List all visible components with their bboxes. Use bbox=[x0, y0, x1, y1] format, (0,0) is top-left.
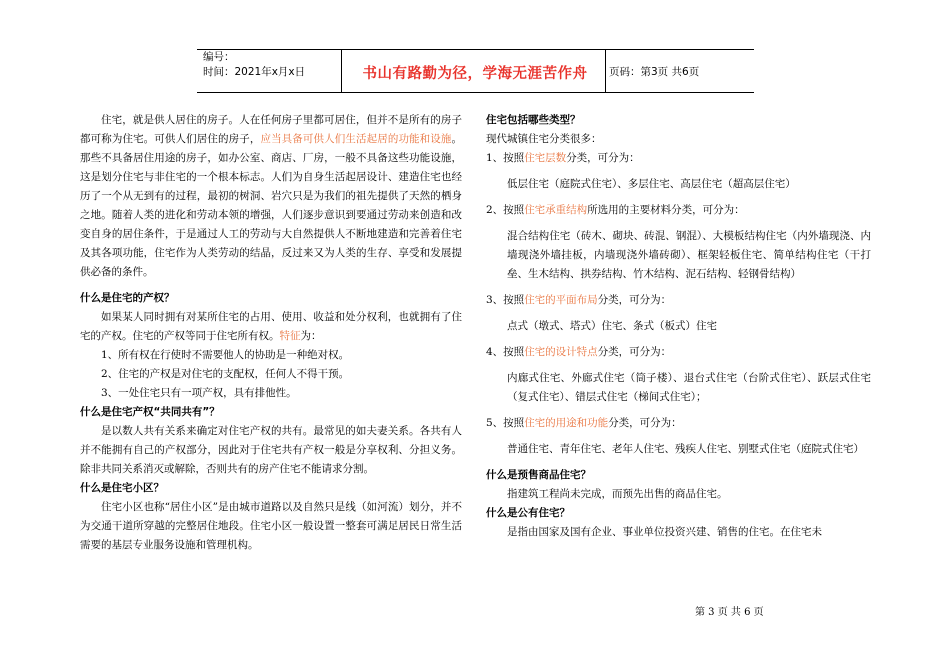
property-text: 如果某人同时拥有对某所住宅的占用、使用、收益和处分权利，也就拥有了住宅的产权。住宅的产权等同于住宅所有权。 bbox=[80, 311, 462, 342]
list-item: 3、一处住宅只有一项产权，具有排他性。 bbox=[101, 387, 297, 399]
category-detail: 点式（墩式、塔式）住宅、条式（板式）住宅 bbox=[507, 320, 717, 332]
presale-paragraph: 指建筑工程尚未完成，而预先出售的商品住宅。 bbox=[507, 488, 728, 500]
category-suffix: 分类，可分为： bbox=[597, 346, 672, 358]
header-meta bbox=[203, 50, 305, 80]
features-highlight: 特征 bbox=[279, 330, 301, 342]
category-prefix: 3、按照 bbox=[486, 294, 525, 306]
list-item: 1、所有权在行使时不需要他人的协助是一种绝对权。 bbox=[101, 349, 350, 361]
property-text-cont: 为： bbox=[300, 330, 322, 342]
category-suffix: 所选用的主要材料分类，可分为： bbox=[587, 204, 745, 216]
category-prefix: 1、按照 bbox=[486, 152, 525, 164]
left-column bbox=[80, 111, 462, 555]
intro-paragraph bbox=[80, 111, 462, 282]
header-motto: 书山有路勤为径，学海无涯苦作舟 bbox=[362, 66, 588, 82]
category-prefix: 2、按照 bbox=[486, 204, 525, 216]
page-footer: 第 3 页 共 6 页 bbox=[695, 607, 764, 618]
heading-public-housing: 什么是公有住宅？ bbox=[486, 507, 570, 519]
list-item: 2、住宅的产权是对住宅的支配权，任何人不得干预。 bbox=[101, 368, 350, 380]
category-detail: 普通住宅、青年住宅、老年人住宅、残疾人住宅、别墅式住宅（庭院式住宅） bbox=[507, 443, 864, 455]
heading-property-rights: 什么是住宅的产权？ bbox=[80, 292, 175, 304]
category-prefix: 4、按照 bbox=[486, 346, 525, 358]
category-line bbox=[486, 343, 871, 362]
category-line bbox=[486, 414, 871, 433]
header-divider bbox=[605, 49, 606, 92]
time-label: 时间：2021年x月x日 bbox=[203, 66, 306, 78]
heading-joint-ownership: 什么是住宅产权“共同共有”？ bbox=[80, 406, 220, 418]
intro-highlight: 应当具备可供人们生活起居的功能和设施 bbox=[260, 133, 452, 145]
housing-types-intro: 现代城镇住宅分类很多： bbox=[486, 133, 602, 145]
category-line bbox=[486, 291, 871, 310]
residential-district-paragraph: 住宅小区也称“居住小区”是由城市道路以及自然只是线（如河流）划分，并不为交通干道所穿越的完整居住地段。住宅小区一般设置一整套可满足居民日常生活需要的基层专业服务设施和管理机构。 bbox=[80, 501, 462, 551]
category-line bbox=[486, 149, 871, 168]
header-divider bbox=[341, 49, 342, 92]
category-prefix: 5、按照 bbox=[486, 417, 525, 429]
category-highlight: 住宅的用途和功能 bbox=[524, 417, 609, 429]
category-detail: 低层住宅（庭院式住宅）、多层住宅、高层住宅（超高层住宅） bbox=[507, 178, 796, 190]
category-highlight: 住宅层数 bbox=[524, 152, 567, 164]
category-detail: 混合结构住宅（砖木、砌块、砖混、钢混）、大模板结构住宅（内外墙现浇、内墙现浇外墙挂板，内墙现浇外墙砖砌）、框架轻板住宅、简单结构住宅（干打垒、生木结构、拱券结构、竹木结构、泥石结构、轻钢骨结构） bbox=[507, 230, 871, 280]
intro-text: 住宅，就是供人居住的房子。人在任何房子里都可居住，但并不是所有的房子都可称为住宅。可供人们居住的房子， bbox=[80, 114, 462, 145]
number-label: 编号： bbox=[203, 51, 235, 63]
joint-ownership-paragraph: 是以数人共有关系来确定对住宅产权的共有。最常见的如夫妻关系。各共有人并不能拥有自己的产权部分，因此对于住宅共有产权一般是分享权利、分担义务。除非共同关系消灭或解除，否则共有的房产住宅不能请求分割。 bbox=[80, 425, 462, 475]
header-bottom-rule bbox=[197, 92, 754, 93]
category-suffix: 分类，可分为： bbox=[566, 152, 640, 164]
heading-housing-types: 住宅包括哪些类型？ bbox=[486, 114, 581, 126]
category-suffix: 分类，可分为： bbox=[608, 417, 682, 429]
category-highlight: 住宅的设计特点 bbox=[524, 346, 598, 358]
category-detail: 内廊式住宅、外廊式住宅（筒子楼）、退台式住宅（台阶式住宅）、跃层式住宅（复式住宅）、错层式住宅（梯间式住宅）； bbox=[507, 372, 871, 403]
category-highlight: 住宅的平面布局 bbox=[524, 294, 598, 306]
header-page-label: 页码：第3页 共6页 bbox=[609, 66, 700, 78]
property-rights-paragraph bbox=[80, 308, 462, 346]
right-column bbox=[486, 111, 871, 542]
public-housing-paragraph: 是指由国家及国有企业、事业单位投资兴建、销售的住宅。在住宅未 bbox=[507, 526, 822, 538]
intro-text-cont: 。那些不具备居住用途的房子，如办公室、商店、厂房，一般不具备这些功能设施，这是划分住宅与非住宅的一个根本标志。人们为自身生活起居设计、建造住宅也经历了一个从无到有的过程，最初的树洞、岩穴只是为我们的祖先提供了天然的栖身之地。随着人类的进化和劳动本领的增强，人们逐步意识到要通过劳动来创造和改变自身的居住条件，于是通过人工的劳动与大自然提供人不断地建造和完善着住宅及其各项功能，住宅作为人类劳动的结晶，反过来又为人类的生存、享受和发展提供必备的条件。 bbox=[80, 133, 463, 278]
category-line bbox=[486, 201, 871, 220]
category-highlight: 住宅承重结构 bbox=[524, 204, 588, 216]
heading-presale-housing: 什么是预售商品住宅？ bbox=[486, 469, 591, 481]
heading-residential-district: 什么是住宅小区？ bbox=[80, 482, 164, 494]
category-suffix: 分类，可分为： bbox=[597, 294, 672, 306]
